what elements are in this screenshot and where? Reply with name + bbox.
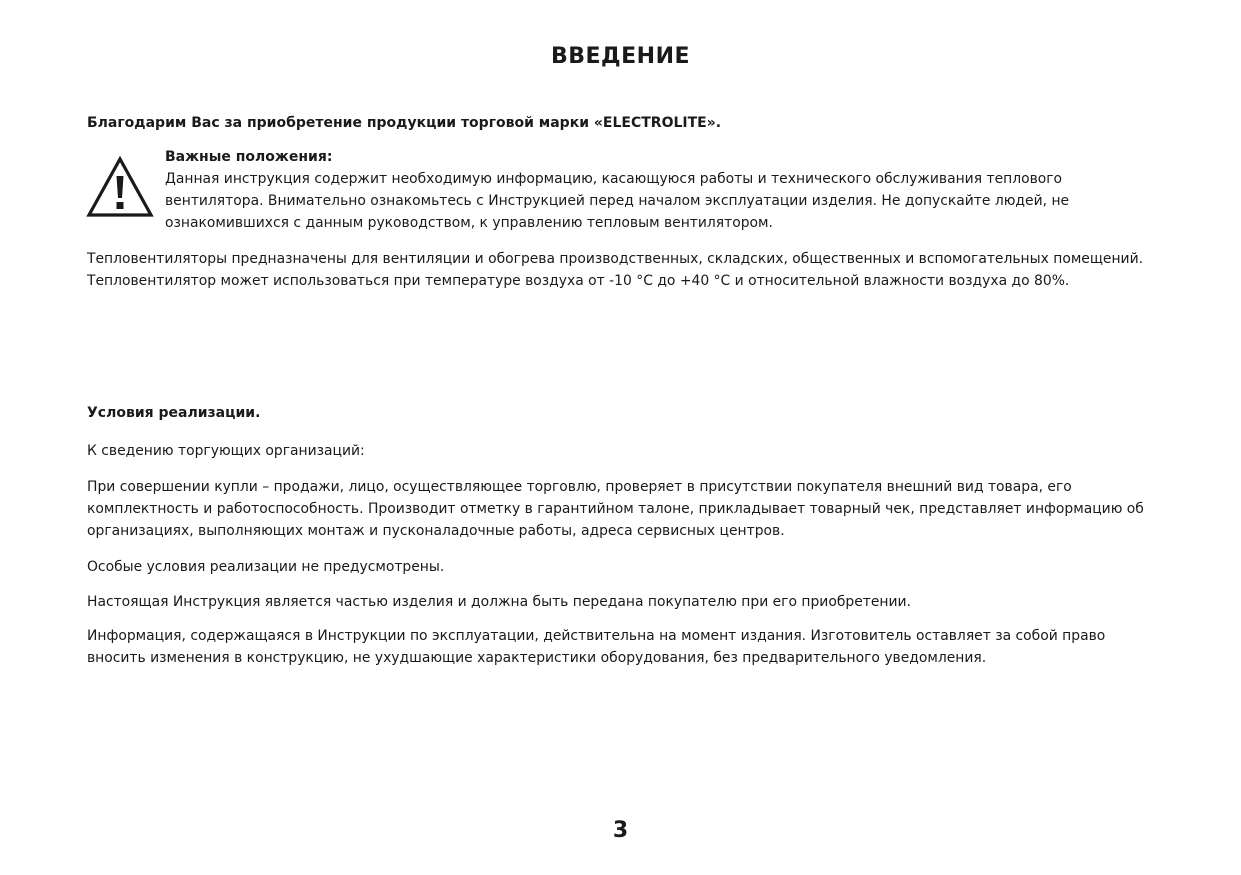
- instruction-part-paragraph: Настоящая Инструкция является частью изделия и должна быть передана покупателю при его приобретении.: [87, 594, 911, 610]
- page-title: ВВЕДЕНИЕ: [550, 44, 691, 69]
- warning-title: Важные положения:: [165, 149, 333, 165]
- information-paragraph: Информация, содержащаяся в Инструкции по эксплуатации, действительна на момент издания. Изготовитель оставляет за собой право вносить изменения в конструкцию, не ухудшающие характеристики оборудования, без предварительного уведомления.: [87, 628, 1106, 666]
- sale-paragraph: При совершении купли – продажи, лицо, осуществляющее торговлю, проверяет в присутствии покупателя внешний вид товара, его комплектность и работоспособность. Производит отметку в гарантийном талоне, прикладывает товарный чек, представляет информацию об организациях, выполняющих монтаж и пусконаладочные работы, адреса сервисных центров.: [87, 479, 1144, 539]
- page-number: 3: [612, 818, 629, 843]
- special-conditions-paragraph: Особые условия реализации не предусмотрены.: [87, 559, 445, 575]
- conditions-heading: Условия реализации.: [87, 405, 261, 421]
- warning-triangle-icon: [86, 156, 154, 218]
- warning-block: [165, 147, 1160, 234]
- intended-use-paragraph: Тепловентиляторы предназначены для вентиляции и обогрева производственных, складских, общественных и вспомогательных помещений. Тепловентилятор может использоваться при температуре воздуха от -10 °С до +40 °С и относительной влажности воздуха до 80%.: [87, 251, 1144, 289]
- notice-paragraph: К сведению торгующих организаций:: [87, 443, 365, 459]
- warning-text: Данная инструкция содержит необходимую информацию, касающуюся работы и технического обслуживания теплового вентилятора. Внимательно ознакомьтесь с Инструкцией перед началом эксплуатации изделия. Не допускайте людей, не ознакомившихся с данным руководством, к управлению тепловым вентилятором.: [165, 171, 1070, 231]
- thanks-text: Благодарим Вас за приобретение продукции торговой марки «ELECTROLITE».: [87, 115, 722, 131]
